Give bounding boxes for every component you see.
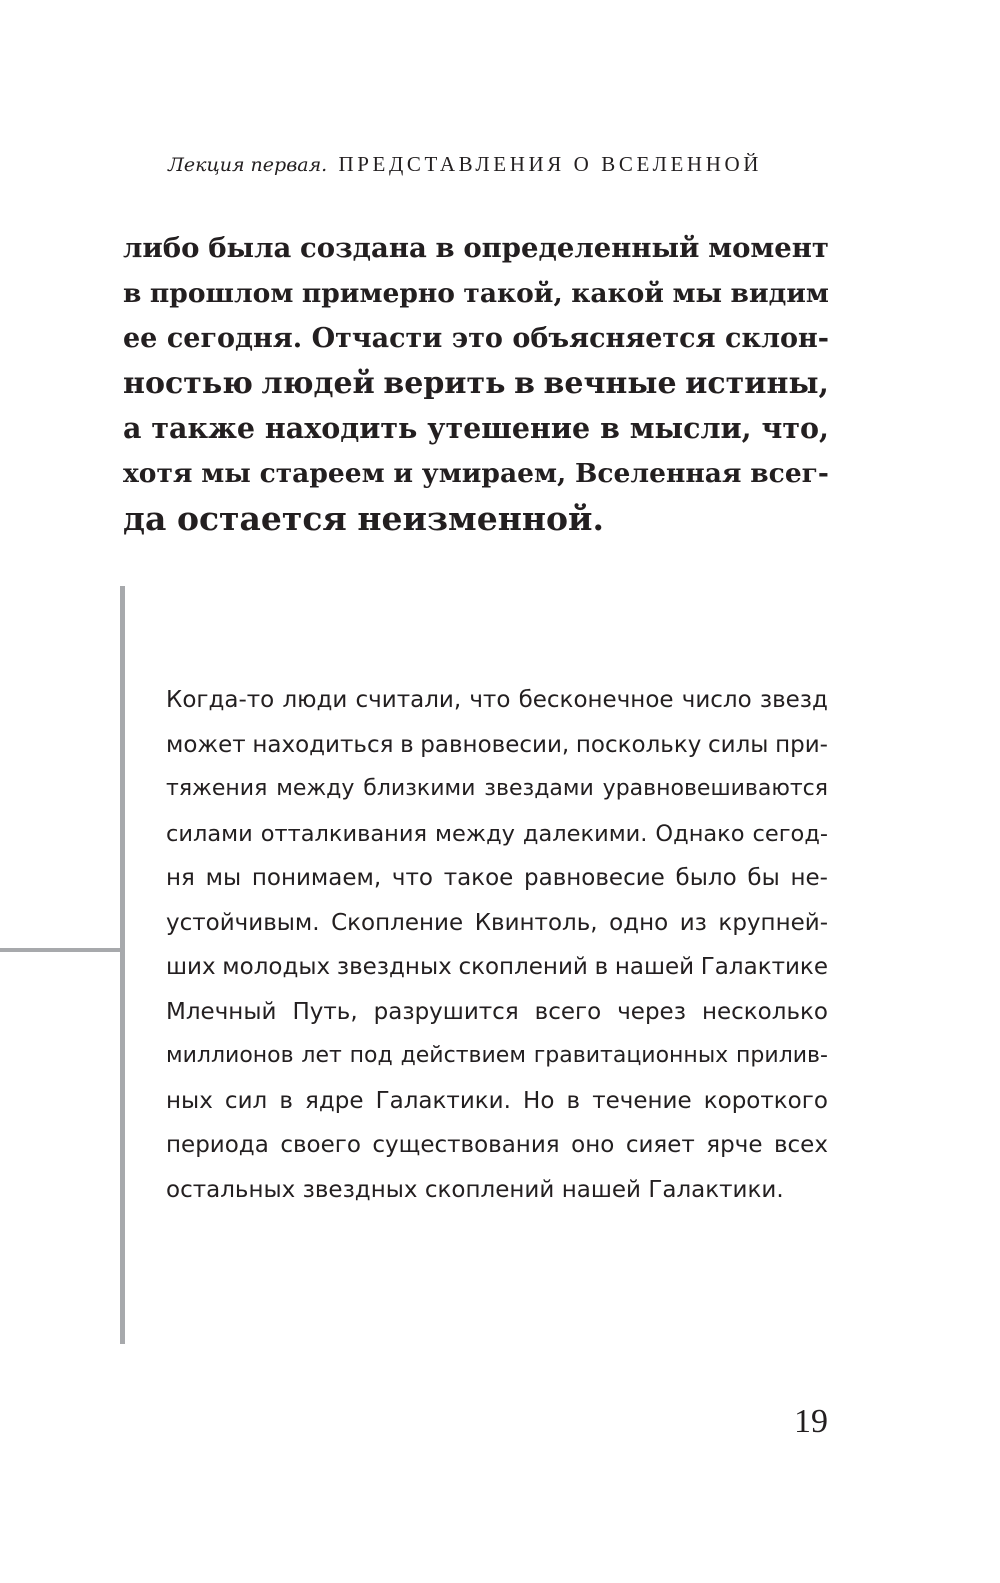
word: мы bbox=[672, 278, 723, 309]
word: нашей bbox=[614, 954, 695, 980]
word: несколько bbox=[701, 998, 828, 1025]
word: в bbox=[123, 278, 142, 309]
word: видим bbox=[730, 278, 829, 309]
word: в bbox=[594, 954, 609, 980]
main-line bbox=[123, 316, 829, 361]
word: была bbox=[208, 232, 292, 264]
main-line bbox=[123, 406, 829, 451]
word: сегод- bbox=[752, 820, 828, 847]
word: прошлом bbox=[149, 278, 294, 309]
word: через bbox=[617, 998, 686, 1025]
sidebar-line bbox=[166, 1168, 828, 1213]
word: бы bbox=[747, 865, 780, 891]
word: да bbox=[123, 499, 167, 538]
word: мысли, bbox=[629, 411, 752, 445]
word: скоплений bbox=[424, 1176, 555, 1203]
sidebar-line bbox=[166, 678, 828, 723]
word: что bbox=[469, 687, 511, 713]
word: устойчивым. bbox=[166, 909, 320, 936]
word: Галактике bbox=[700, 954, 828, 980]
word: либо bbox=[123, 232, 200, 264]
word: склон- bbox=[725, 323, 829, 354]
sidebar-line bbox=[166, 767, 828, 812]
word: в bbox=[514, 366, 535, 401]
word: Млечный bbox=[166, 998, 277, 1025]
main-line bbox=[123, 361, 829, 406]
word: своего bbox=[280, 1132, 361, 1158]
running-head-lecture: Лекция первая. bbox=[168, 154, 328, 176]
word: Скопление bbox=[331, 909, 464, 936]
word: а bbox=[123, 411, 142, 445]
word: звездных bbox=[302, 1176, 418, 1203]
word: истины, bbox=[685, 366, 829, 401]
word: близкими bbox=[363, 776, 476, 801]
word: в bbox=[566, 1087, 581, 1114]
word: лет bbox=[301, 1043, 342, 1068]
word: что bbox=[391, 865, 433, 891]
word: определенный bbox=[463, 232, 700, 264]
word: молодых bbox=[222, 954, 331, 980]
word: под bbox=[349, 1043, 393, 1068]
word: ее bbox=[123, 323, 158, 354]
word: люди bbox=[282, 687, 348, 713]
main-line bbox=[123, 496, 829, 541]
word: хотя bbox=[123, 458, 193, 489]
word: гравитационных bbox=[533, 1043, 729, 1068]
word: Отчасти bbox=[311, 323, 443, 354]
page-number: 19 bbox=[794, 1403, 828, 1440]
word: звезд bbox=[759, 687, 828, 713]
sidebar-vertical-rule bbox=[120, 586, 125, 1344]
word: уравновешиваются bbox=[602, 776, 828, 801]
word: одно bbox=[609, 909, 669, 936]
word: далекими. bbox=[522, 820, 648, 847]
sidebar-horizontal-rule bbox=[0, 948, 124, 952]
word: равновесие bbox=[524, 865, 665, 891]
sidebar-line bbox=[166, 990, 828, 1035]
word: вечные bbox=[543, 366, 677, 401]
word: Квинтоль, bbox=[474, 909, 598, 936]
word: силы bbox=[707, 731, 769, 758]
word: бесконечное bbox=[518, 687, 674, 713]
word: находиться bbox=[252, 731, 394, 758]
word: силами bbox=[166, 820, 253, 847]
sidebar-box bbox=[166, 678, 828, 1212]
word: при- bbox=[775, 731, 828, 758]
word: остальных bbox=[166, 1176, 296, 1203]
word: поскольку bbox=[575, 731, 702, 758]
word: из bbox=[679, 909, 707, 936]
sidebar-line bbox=[166, 723, 828, 768]
main-paragraph bbox=[123, 226, 829, 541]
word: Путь, bbox=[292, 998, 358, 1025]
main-line bbox=[123, 451, 829, 496]
running-head-title: ПРЕДСТАВЛЕНИЯ О ВСЕЛЕННОЙ bbox=[338, 152, 762, 176]
word: создана bbox=[300, 232, 427, 264]
word: течение bbox=[592, 1087, 692, 1114]
word: сегодня. bbox=[166, 323, 303, 354]
word: объясняется bbox=[512, 323, 716, 354]
word: примерно bbox=[301, 278, 455, 309]
word: между bbox=[276, 776, 355, 801]
word: мы bbox=[201, 458, 251, 489]
word: тяжения bbox=[166, 776, 268, 801]
sidebar-line bbox=[166, 901, 828, 946]
word: может bbox=[166, 731, 246, 758]
word: ных bbox=[166, 1087, 213, 1114]
word: Галактики. bbox=[375, 1087, 511, 1114]
word: разрушится bbox=[373, 998, 519, 1025]
word: ня bbox=[166, 865, 195, 891]
word: утешение bbox=[427, 411, 591, 445]
word: ших bbox=[166, 954, 216, 980]
sidebar-line bbox=[166, 856, 828, 901]
word: число bbox=[681, 687, 752, 713]
word: крупней- bbox=[718, 909, 828, 936]
word: короткого bbox=[703, 1087, 828, 1114]
word: отталкивания bbox=[260, 820, 428, 847]
sidebar-line bbox=[166, 1034, 828, 1079]
word: прилив- bbox=[736, 1043, 828, 1068]
word: в bbox=[400, 731, 414, 758]
word: в bbox=[279, 1087, 293, 1114]
word: понимаем, bbox=[251, 865, 382, 891]
word: сияет bbox=[625, 1132, 695, 1158]
word: сил bbox=[224, 1087, 268, 1114]
word: миллионов bbox=[166, 1043, 294, 1068]
word: нашей bbox=[561, 1176, 641, 1203]
sidebar-line bbox=[166, 945, 828, 990]
word: между bbox=[434, 820, 515, 847]
word: это bbox=[451, 323, 503, 354]
word: такое bbox=[443, 865, 514, 891]
word: стареем bbox=[259, 458, 385, 489]
word: верить bbox=[383, 366, 506, 401]
word: всех bbox=[773, 1132, 828, 1158]
sidebar-line bbox=[166, 1079, 828, 1124]
word: Однако bbox=[655, 820, 745, 847]
word: Галактики. bbox=[648, 1176, 784, 1203]
word: периода bbox=[166, 1132, 269, 1158]
word: какой bbox=[571, 278, 664, 309]
word: Но bbox=[523, 1087, 555, 1114]
word: мы bbox=[205, 865, 242, 891]
word: в bbox=[435, 232, 455, 264]
word: ностью bbox=[123, 366, 253, 401]
word: также bbox=[151, 411, 255, 445]
word: существования bbox=[372, 1132, 560, 1158]
word: находить bbox=[264, 411, 418, 445]
word: что, bbox=[761, 411, 829, 445]
word: неизменной. bbox=[357, 499, 604, 538]
word: Вселенная bbox=[575, 458, 742, 489]
word: и bbox=[393, 458, 414, 489]
word: в bbox=[600, 411, 620, 445]
main-line bbox=[123, 271, 829, 316]
word: всего bbox=[534, 998, 602, 1025]
word: оно bbox=[571, 1132, 615, 1158]
word: было bbox=[675, 865, 737, 891]
word: звездных bbox=[336, 954, 452, 980]
word: ядре bbox=[305, 1087, 364, 1114]
word: скоплений bbox=[458, 954, 588, 980]
word: всег- bbox=[750, 458, 829, 489]
word: такой, bbox=[463, 278, 563, 309]
word: не- bbox=[790, 865, 828, 891]
word: остается bbox=[176, 499, 347, 538]
word: действием bbox=[400, 1043, 526, 1068]
word: звездами bbox=[484, 776, 594, 801]
main-line bbox=[123, 226, 829, 271]
sidebar-line bbox=[166, 1123, 828, 1168]
word: момент bbox=[708, 232, 829, 264]
word: умираем, bbox=[421, 458, 567, 489]
word: равновесии, bbox=[420, 731, 570, 758]
running-head bbox=[168, 150, 828, 179]
word: Когда-то bbox=[166, 687, 275, 713]
word: ярче bbox=[706, 1132, 763, 1158]
sidebar-line bbox=[166, 812, 828, 857]
word: считали, bbox=[355, 687, 462, 713]
word: людей bbox=[261, 366, 375, 401]
